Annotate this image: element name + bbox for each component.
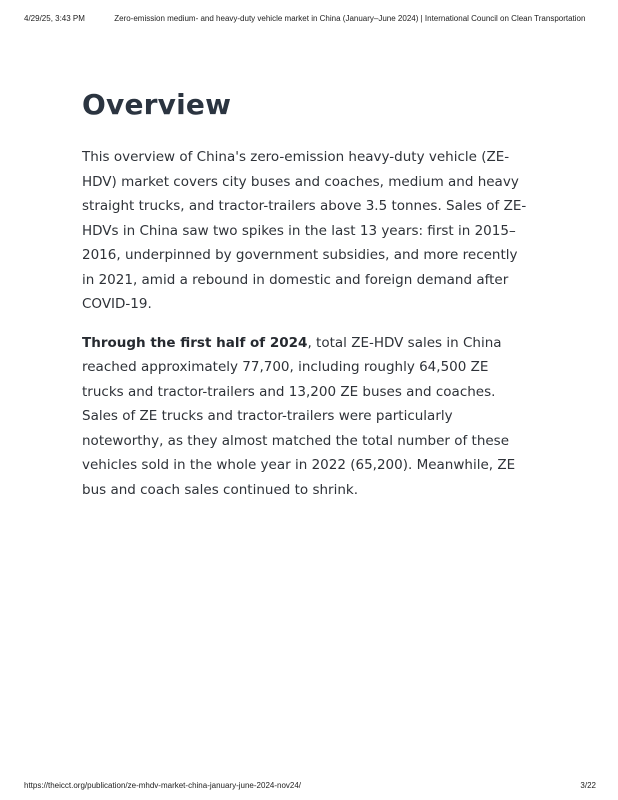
print-url: https://theicct.org/publication/ze-mhdv-market-china-january-june-2024-nov24/ — [24, 781, 302, 790]
print-footer — [24, 781, 596, 790]
overview-paragraph: This overview of China's zero-emission heavy-duty vehicle (ZE-HDV) market covers city buses and coaches, medium and heavy straight trucks, and tractor-trailers above 3.5 tonnes. Sales of ZE-HDVs in China saw two spikes in the last 13 years: first in 2015–2016, underpinned by government subsidies, and more recently in 2021, amid a rebound in domestic and foreign demand after COVID-19. — [82, 149, 527, 312]
print-document-title: Zero-emission medium- and heavy-duty vehicle market in China (January–June 2024) | International Council on Clean Transportation — [114, 14, 586, 23]
article-content — [82, 88, 530, 516]
sales-paragraph — [82, 331, 530, 503]
print-timestamp: 4/29/25, 3:43 PM — [24, 14, 85, 23]
page-number: 3/22 — [580, 781, 596, 790]
print-header — [24, 14, 596, 23]
section-heading: Overview — [82, 88, 232, 121]
sales-paragraph-body: , total ZE-HDV sales in China reached approximately 77,700, including roughly 64,500 ZE trucks and tractor-trailers and 13,200 ZE buses and coaches. Sales of ZE trucks and tractor-trailers were particularly noteworthy, as they almost matched the total number of these vehicles sold in the whole year in 2022 (65,200). Meanwhile, ZE bus and coach sales continued to shrink. — [82, 334, 516, 498]
sales-paragraph-lead: Through the first half of 2024 — [82, 334, 308, 351]
